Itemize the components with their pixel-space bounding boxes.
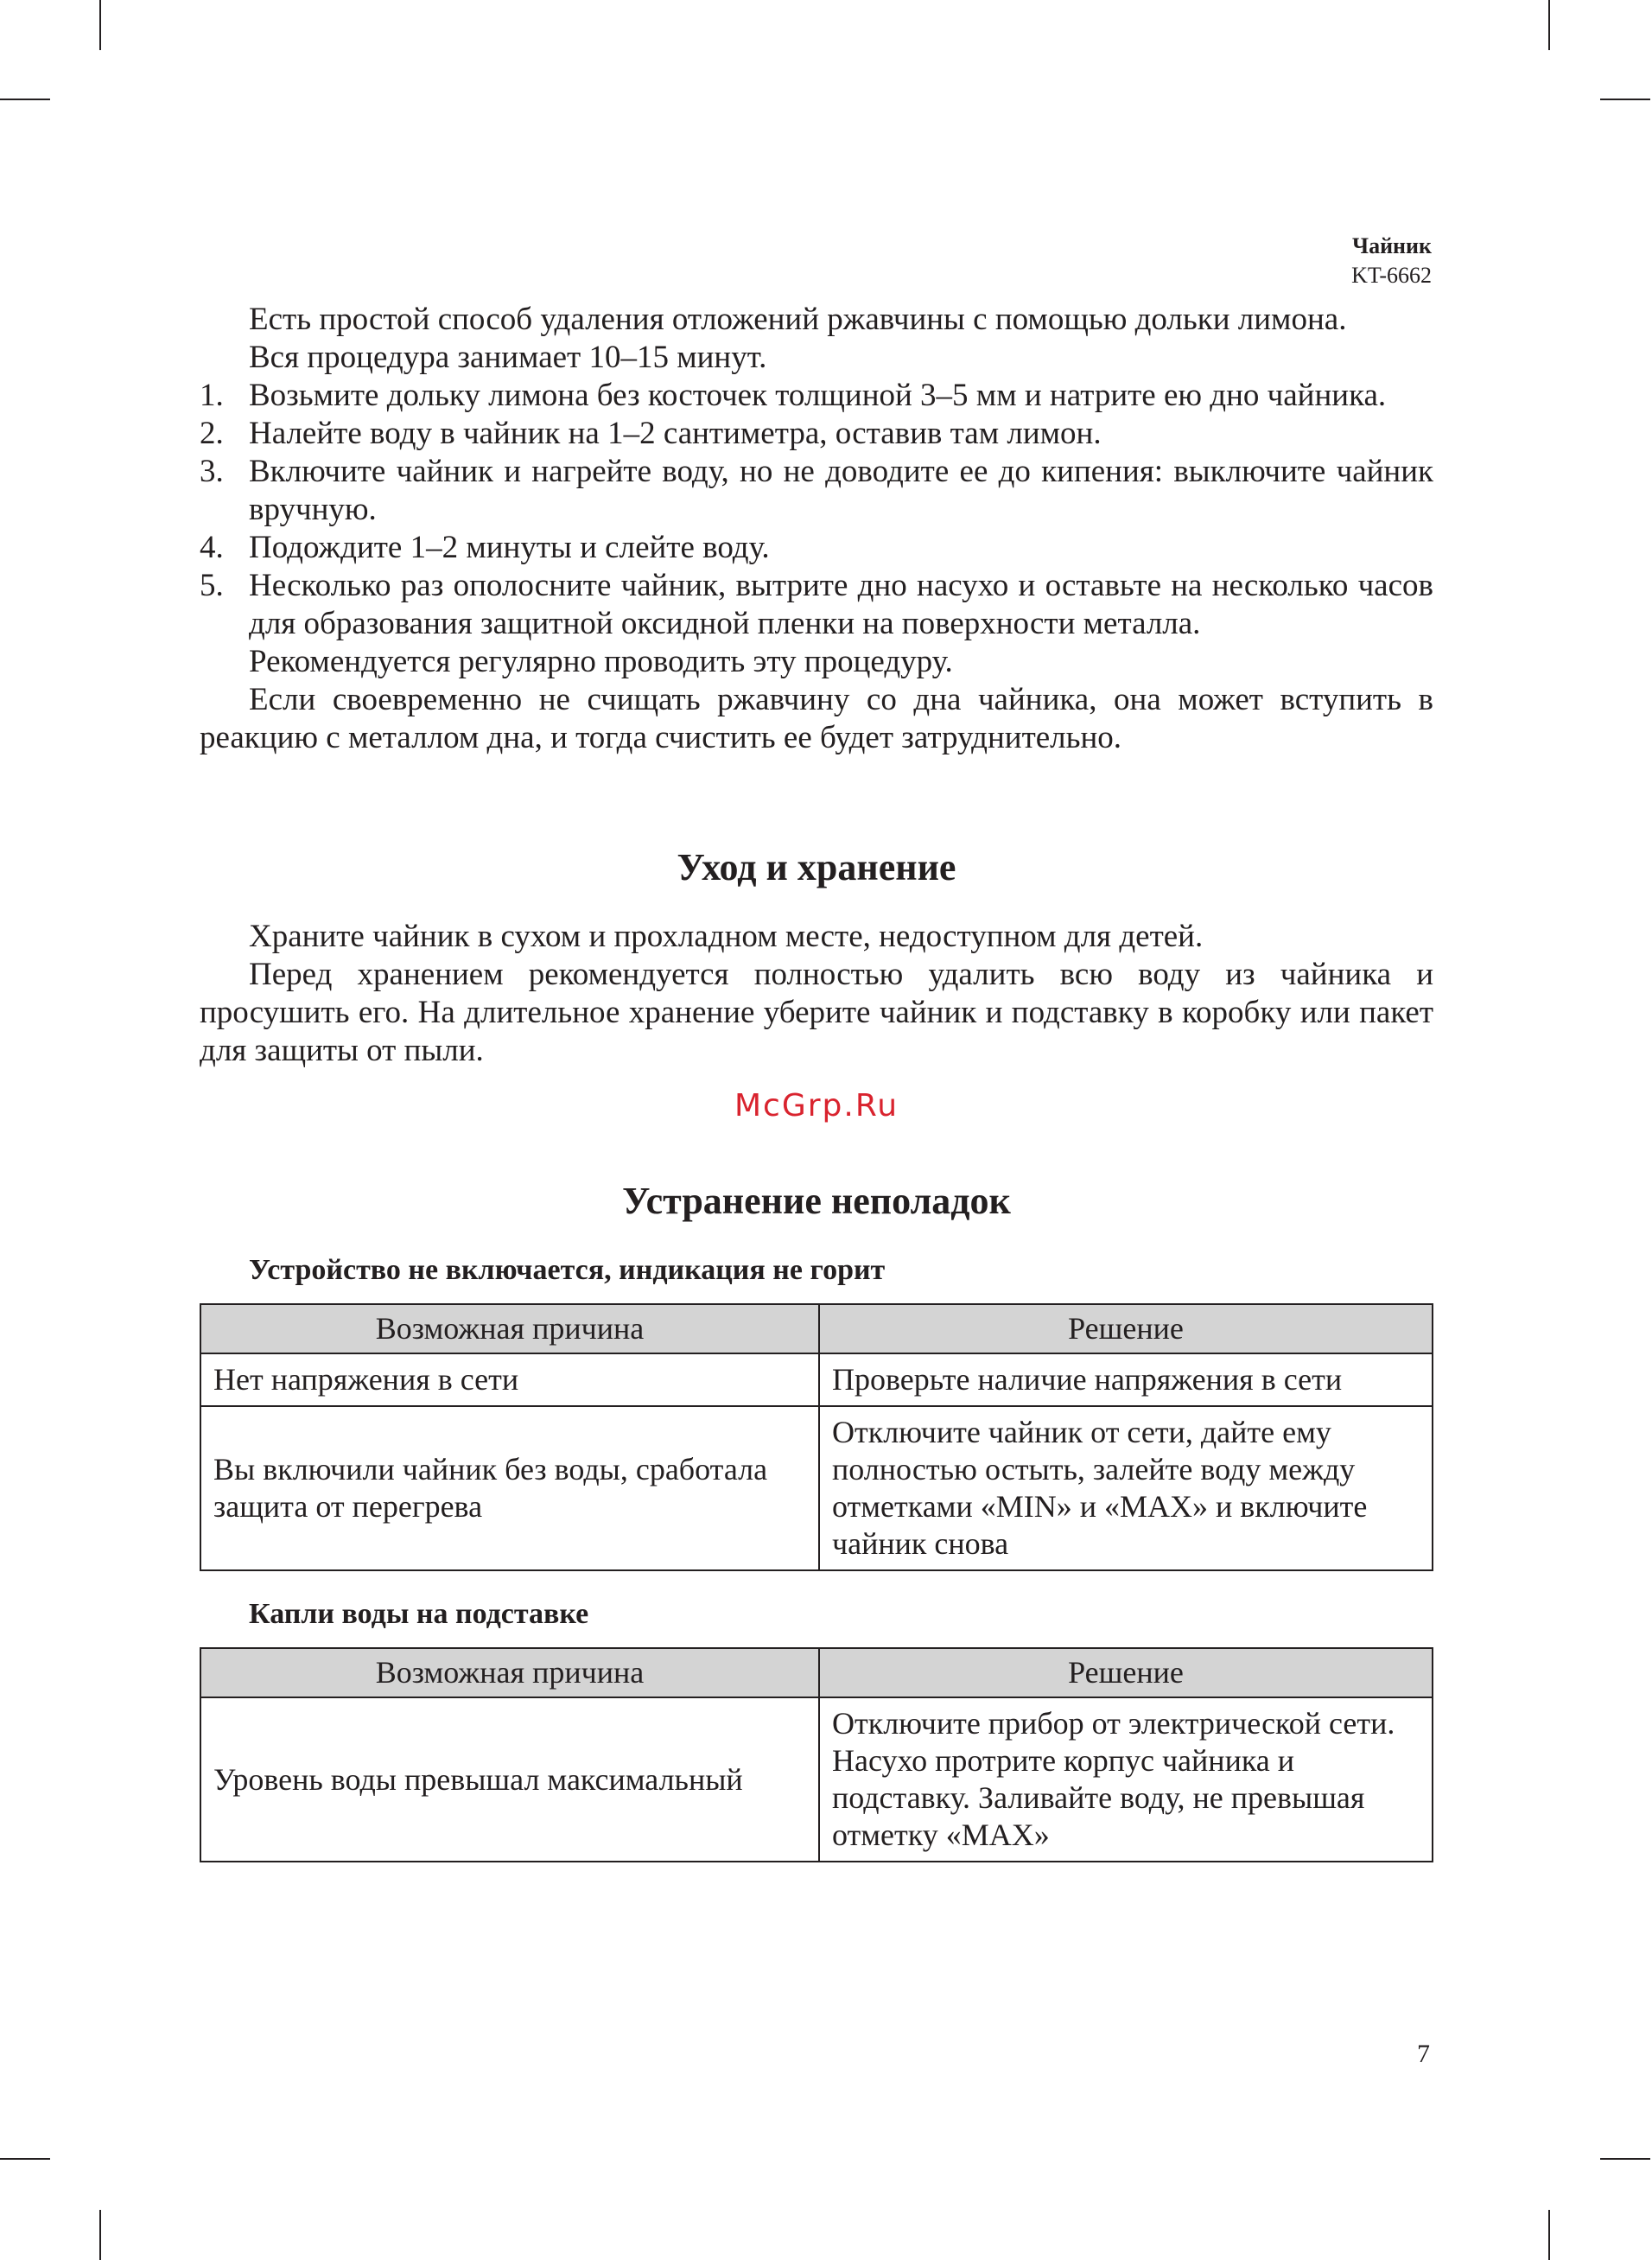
crop-mark-left-top <box>0 99 50 100</box>
column-header-cause: Возможная причина <box>200 1304 819 1353</box>
cause-cell: Уровень воды превышал максимальный <box>200 1697 819 1862</box>
list-item <box>200 529 1433 567</box>
cause-cell: Вы включили чайник без воды, сработала защита от перегрева <box>200 1406 819 1570</box>
step-number: 4. <box>200 530 224 565</box>
solution-cell: Отключите чайник от сети, дайте ему полностью остыть, залейте воду между отметками «MIN» и «MAX» и включите чайник снова <box>819 1406 1433 1570</box>
solution-cell: Отключите прибор от электрической сети. Насухо протрите корпус чайника и подставку. Заливайте воду, не превышая отметку «MAX» <box>819 1697 1433 1862</box>
crop-mark-left-bottom <box>0 2158 50 2160</box>
warning-paragraph: Если своевременно не счищать ржавчину со дна чайника, она может вступить в реакцию с металлом дна, и тогда счистить ее будет затруднительно. <box>200 682 1433 755</box>
table-row <box>200 1406 1433 1570</box>
crop-mark-bottom-right <box>1548 2210 1550 2260</box>
cleaning-steps-list <box>200 377 1433 643</box>
intro-line-1: Есть простой способ удаления отложений ржавчины с помощью дольки лимона. <box>249 302 1347 337</box>
running-header <box>1351 232 1432 290</box>
step-text: Подождите 1–2 минуты и слейте воду. <box>249 530 770 565</box>
care-paragraph-2: Перед хранением рекомендуется полностью удалить всю воду из чайника и просушить его. На длительное хранение уберите чайник и подставку в коробку или пакет для защиты от пыли. <box>200 957 1433 1068</box>
solution-cell: Проверьте наличие напряжения в сети <box>819 1353 1433 1406</box>
section2-subheading: Капли воды на подставке <box>249 1598 589 1630</box>
recommend-paragraph: Рекомендуется регулярно проводить эту процедуру. <box>249 644 953 679</box>
section1-subheading: Устройство не включается, индикация не горит <box>249 1254 886 1286</box>
header-model: KT-6662 <box>1351 263 1432 288</box>
troubleshooting-table-1 <box>200 1303 1433 1571</box>
list-item <box>200 567 1433 643</box>
list-item <box>200 415 1433 453</box>
column-header-cause: Возможная причина <box>200 1648 819 1697</box>
care-paragraph-1: Храните чайник в сухом и прохладном месте, недоступном для детей. <box>249 919 1204 954</box>
step-text: Налейте воду в чайник на 1–2 сантиметра, оставив там лимон. <box>249 416 1102 451</box>
step-number: 2. <box>200 416 224 451</box>
troubleshooting-table-2 <box>200 1647 1433 1862</box>
watermark-link[interactable]: McGrp.Ru <box>734 1088 899 1124</box>
table-header-row <box>200 1304 1433 1353</box>
step-number: 1. <box>200 378 224 413</box>
list-item <box>200 377 1433 415</box>
crop-mark-right-bottom <box>1600 2158 1650 2160</box>
page-number: 7 <box>1417 2040 1430 2068</box>
step-text: Возьмите дольку лимона без косточек толщиной 3–5 мм и натрите ею дно чайника. <box>249 378 1387 413</box>
crop-mark-right-top <box>1600 99 1650 100</box>
crop-mark-bottom-left <box>99 2210 101 2260</box>
step-text: Несколько раз ополосните чайник, вытрите дно насухо и оставьте на несколько часов для образования защитной оксидной пленки на поверхности металла. <box>249 568 1433 641</box>
intro-line-2: Вся процедура занимает 10–15 минут. <box>249 340 767 375</box>
care-heading: Уход и хранение <box>677 846 956 888</box>
table-row <box>200 1697 1433 1862</box>
troubleshooting-heading: Устранение неполадок <box>622 1180 1011 1222</box>
header-title: Чайник <box>1351 233 1432 258</box>
column-header-solution: Решение <box>819 1304 1433 1353</box>
table-header-row <box>200 1648 1433 1697</box>
list-item <box>200 453 1433 529</box>
step-text: Включите чайник и нагрейте воду, но не доводите ее до кипения: выключите чайник вручную. <box>249 454 1433 527</box>
step-number: 3. <box>200 454 224 489</box>
cause-cell: Нет напряжения в сети <box>200 1353 819 1406</box>
step-number: 5. <box>200 568 224 603</box>
crop-mark-top-left <box>99 0 101 50</box>
table-row <box>200 1353 1433 1406</box>
crop-mark-top-right <box>1548 0 1550 50</box>
column-header-solution: Решение <box>819 1648 1433 1697</box>
page-content <box>200 301 1433 1862</box>
